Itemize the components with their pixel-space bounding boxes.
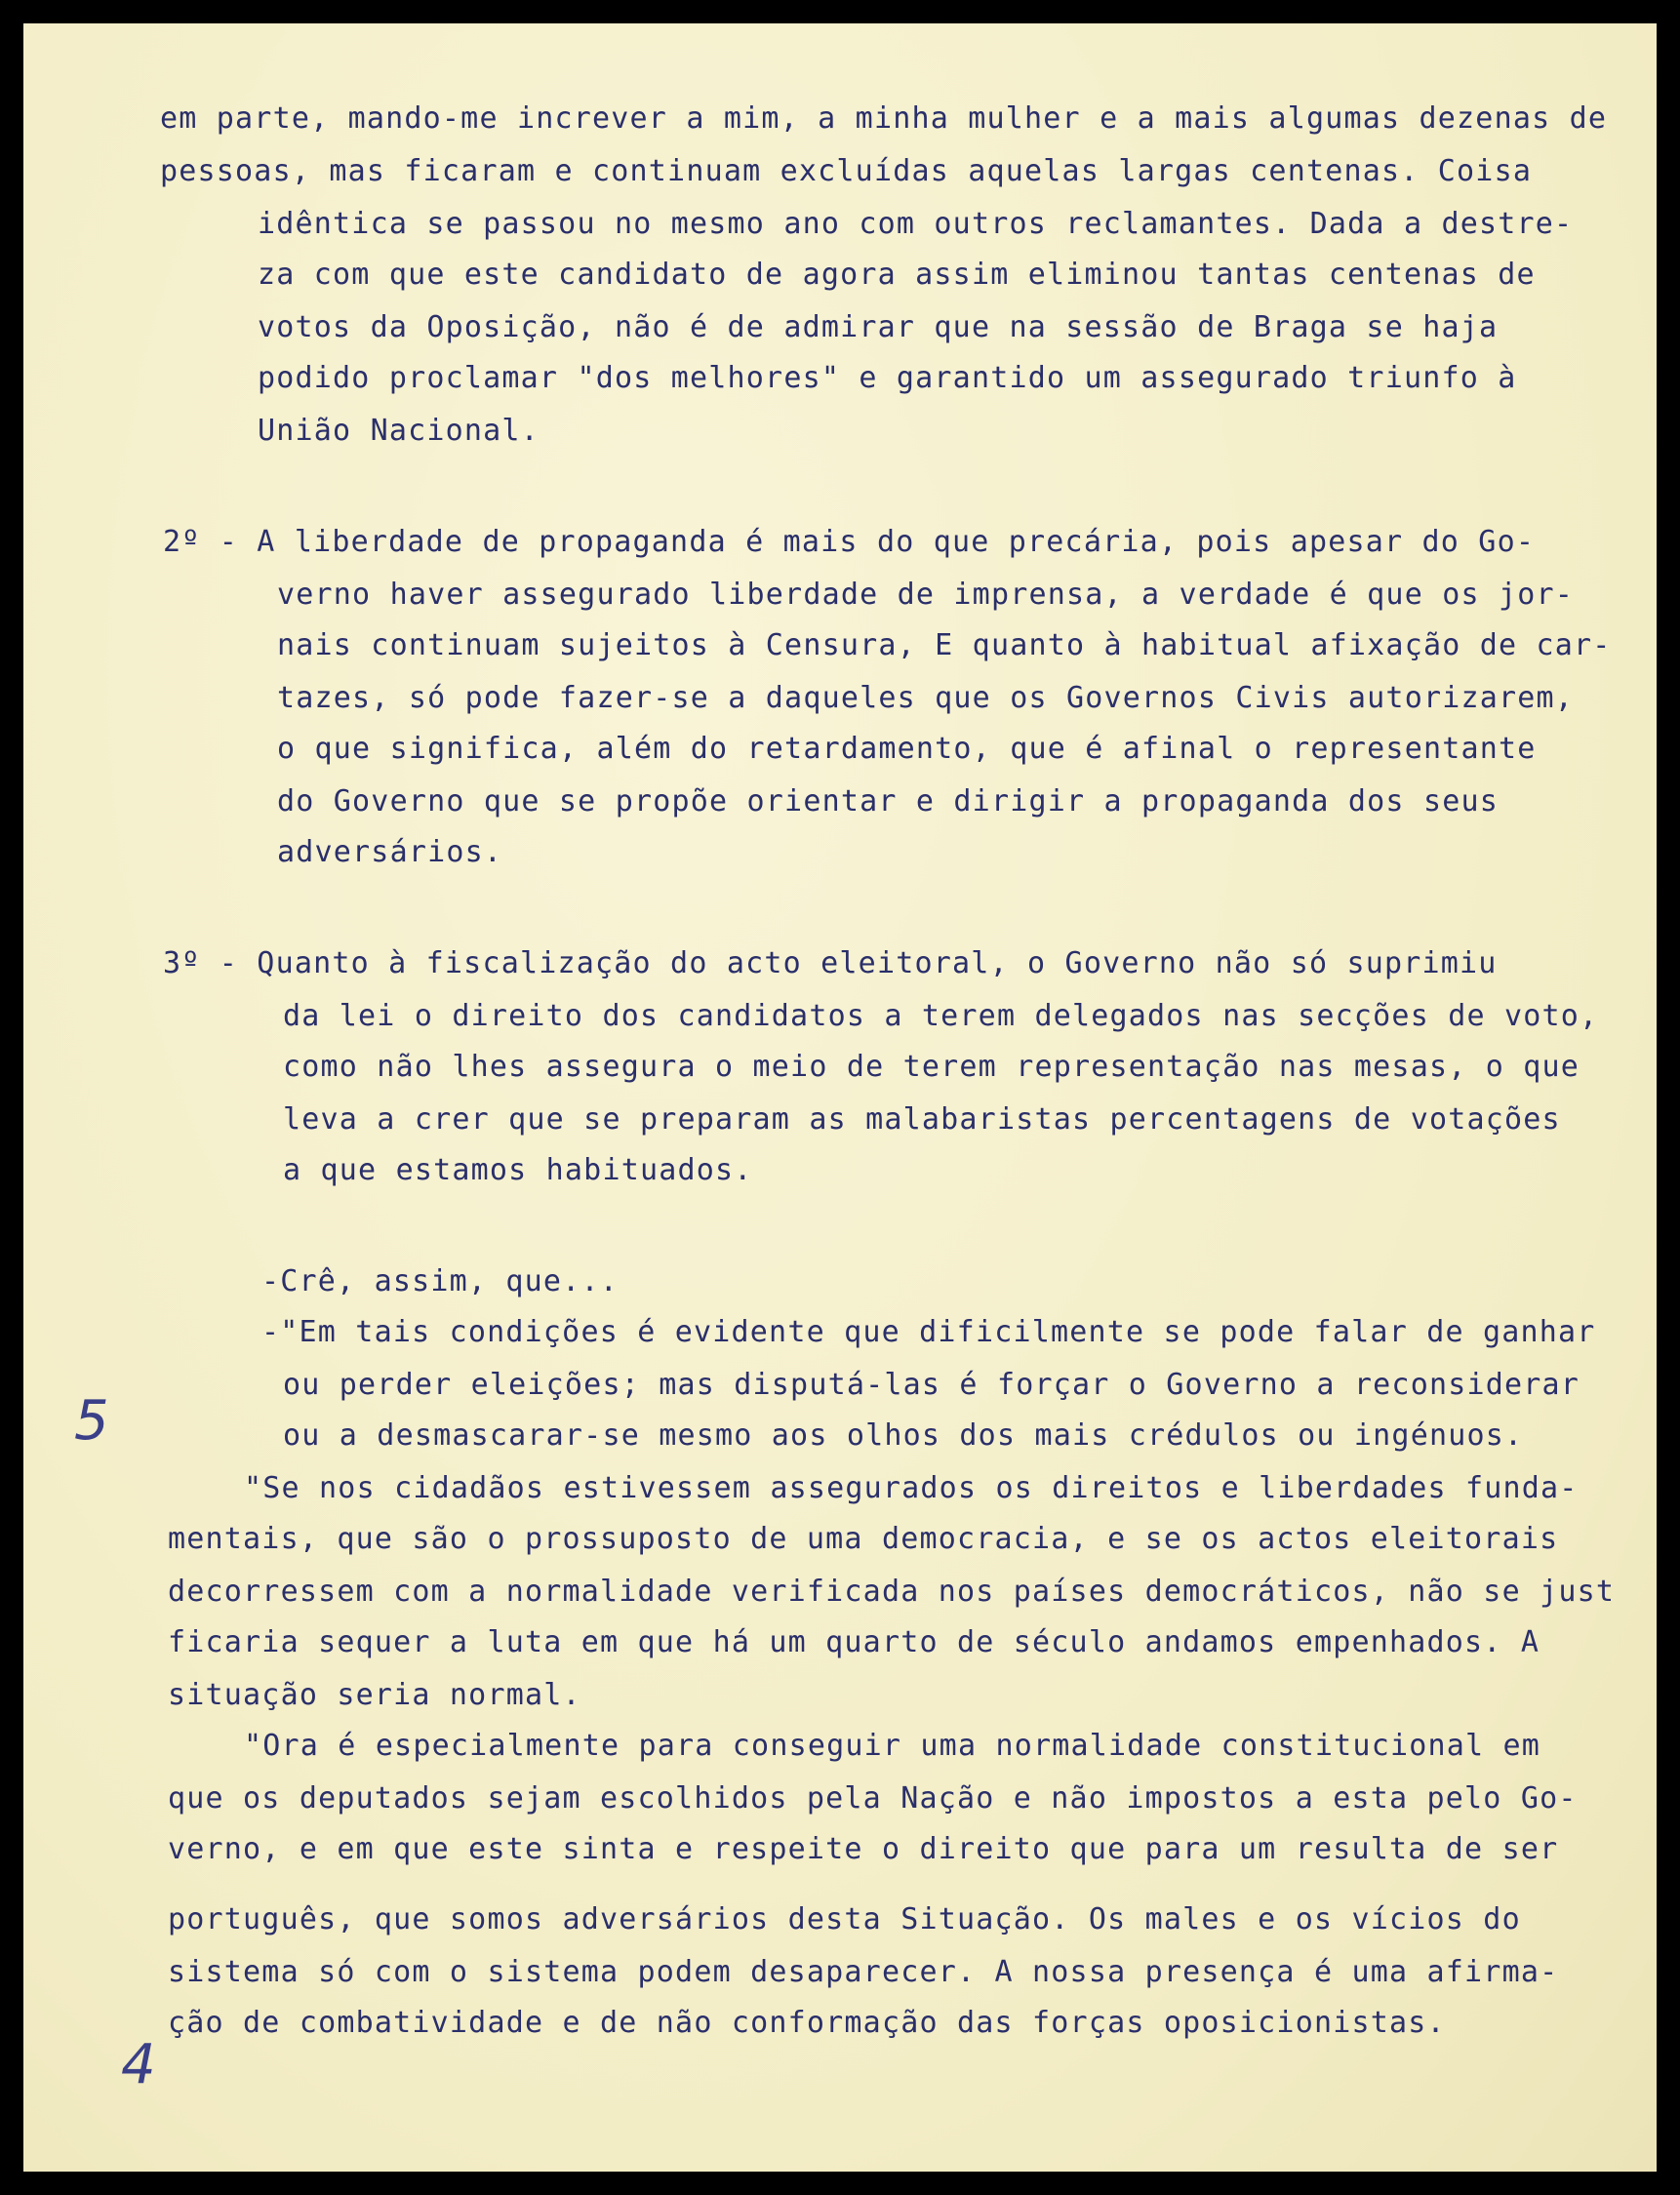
text-line: idêntica se passou no mesmo ano com outros reclamantes. Dada a destre- bbox=[258, 207, 1574, 241]
text-line: como não lhes assegura o meio de terem representação nas mesas, o que bbox=[283, 1050, 1580, 1084]
text-line: União Nacional. bbox=[258, 414, 540, 448]
text-line: que os deputados sejam escolhidos pela Nação e não impostos a esta pelo Go- bbox=[168, 1781, 1578, 1816]
text-line: situação seria normal. bbox=[168, 1678, 581, 1712]
text-line: do Governo que se propõe orientar e dirigir a propaganda dos seus bbox=[277, 784, 1499, 818]
document-page bbox=[23, 23, 1657, 2172]
text-line: ou a desmascarar-se mesmo aos olhos dos mais crédulos ou ingénuos. bbox=[283, 1418, 1524, 1453]
text-line: za com que este candidato de agora assim eliminou tantas centenas de bbox=[258, 258, 1536, 292]
text-line: -Crê, assim, que... bbox=[261, 1264, 619, 1298]
text-line: tazes, só pode fazer-se a daqueles que os Governos Civis autorizarem, bbox=[277, 681, 1575, 715]
text-line: pessoas, mas ficaram e continuam excluídas aquelas largas centenas. Coisa bbox=[160, 154, 1533, 188]
typewritten-text bbox=[23, 23, 1657, 2172]
text-line: nais continuam sujeitos à Censura, E quanto à habitual afixação de car- bbox=[277, 628, 1612, 662]
text-line: leva a crer que se preparam as malabaristas percentagens de votações bbox=[283, 1102, 1561, 1137]
text-line: -"Em tais condições é evidente que dificilmente se pode falar de ganhar bbox=[261, 1315, 1596, 1349]
text-line: 3º - Quanto à fiscalização do acto eleitoral, o Governo não só suprimiu bbox=[163, 946, 1498, 980]
text-line: adversários. bbox=[277, 835, 503, 869]
text-line: ou perder eleições; mas disputá-las é forçar o Governo a reconsiderar bbox=[283, 1368, 1580, 1402]
text-line: o que significa, além do retardamento, que é afinal o representante bbox=[277, 732, 1537, 766]
text-line: sistema só com o sistema podem desaparecer. A nossa presença é uma afirma- bbox=[168, 1955, 1559, 1989]
text-line: verno, e em que este sinta e respeite o direito que para um resulta de ser bbox=[168, 1832, 1559, 1866]
text-line: mentais, que são o prossuposto de uma democracia, e se os actos eleitorais bbox=[168, 1522, 1559, 1556]
text-line: verno haver assegurado liberdade de imprensa, a verdade é que os jor- bbox=[277, 578, 1575, 612]
handwritten-number: 4 bbox=[121, 2033, 156, 2096]
text-line: em parte, mando-me increver a mim, a minha mulher e a mais algumas dezenas de bbox=[160, 101, 1608, 136]
text-line: da lei o direito dos candidatos a terem delegados nas secções de voto, bbox=[283, 999, 1599, 1033]
handwritten-number: 5 bbox=[74, 1389, 109, 1453]
text-line: "Ora é especialmente para conseguir uma normalidade constitucional em bbox=[244, 1729, 1541, 1763]
text-line: decorressem com a normalidade verificada nos países democráticos, não se just bbox=[168, 1575, 1616, 1609]
text-line: 2º - A liberdade de propaganda é mais do que precária, pois apesar do Go- bbox=[163, 525, 1536, 559]
text-line: ficaria sequer a luta em que há um quarto de século andamos empenhados. A bbox=[168, 1625, 1540, 1659]
text-line: "Se nos cidadãos estivessem assegurados os direitos e liberdades funda- bbox=[244, 1471, 1579, 1505]
text-line: podido proclamar "dos melhores" e garantido um assegurado triunfo à bbox=[258, 361, 1517, 395]
text-line: português, que somos adversários desta Situação. Os males e os vícios do bbox=[168, 1902, 1521, 1936]
text-line: a que estamos habituados. bbox=[283, 1153, 753, 1187]
text-line: ção de combatividade e de não conformação das forças oposicionistas. bbox=[168, 2006, 1446, 2040]
text-line: votos da Oposição, não é de admirar que na sessão de Braga se haja bbox=[258, 310, 1499, 344]
